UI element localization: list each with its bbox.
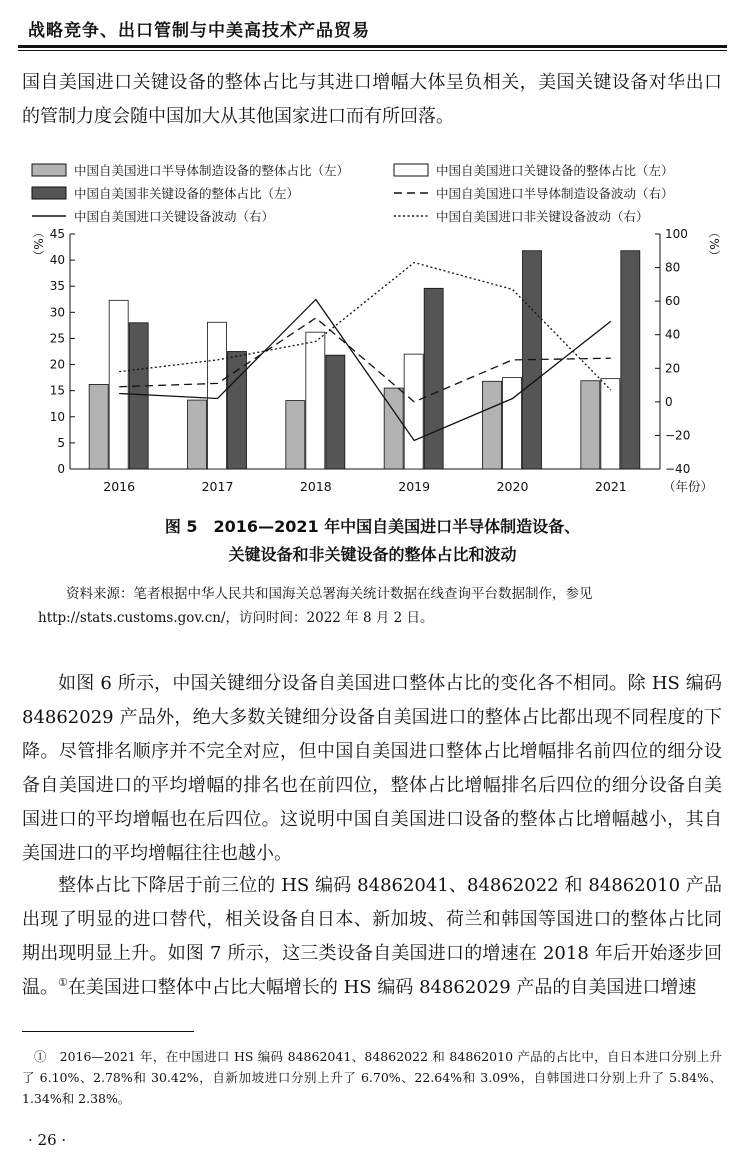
right-tick-label-3: 20 [665,361,681,376]
figure-title-line2: 关键设备和非关键设备的整体占比和波动 [228,545,517,564]
right-tick-label-6: 80 [665,260,681,275]
footnote-rule [22,1031,194,1032]
left-axis-unit: （%） [31,226,45,262]
left-tick-label-4: 20 [49,357,65,372]
legend-label-1: 中国自美国进口关键设备的整体占比（左） [436,163,674,178]
right-tick-label-1: −20 [665,428,691,443]
left-tick-label-9: 45 [49,227,65,241]
left-tick-label-2: 10 [49,409,65,424]
footnote: ① 2016—2021 年，在中国进口 HS 编码 84862041、84862022 和 84862010 产品的占比中，自日本进口分别上升了 6.10%、2.78%和 30.42%，自新加坡进口分别上升了 6.70%、22.64%和 3.09%，自韩国进口分别上升了 5.84%、1.34%和 2.38%。 [22,1049,722,1106]
x-tick-label-2016: 2016 [103,479,136,494]
x-tick-label-2017: 2017 [201,479,234,494]
figure-source-text: 资料来源：笔者根据中华人民共和国海关总署海关统计数据在线查询平台数据制作，参见 [66,586,593,602]
legend-swatch-bar-2 [32,187,66,199]
right-tick-label-2: 0 [665,394,673,409]
legend-label-4: 中国自美国进口关键设备波动（右） [74,209,275,224]
bar-s1-2019 [404,354,423,469]
right-tick-label-4: 40 [665,327,681,342]
bar-s0-2020 [483,381,502,469]
bar-s1-2017 [208,322,227,469]
legend-label-3: 中国自美国进口半导体制造设备波动（右） [436,186,674,201]
x-tick-label-2021: 2021 [594,479,627,494]
right-tick-label-0: −40 [665,462,691,476]
intro-paragraph: 国自美国进口关键设备的整体占比与其进口增幅大体呈负相关，美国关键设备对华出口的管制力度会随中国加大从其他国家进口而有所回落。 [22,72,722,127]
figure-source [38,582,718,630]
header-rule-thin [18,50,727,51]
bar-s0-2019 [384,388,403,469]
legend-label-0: 中国自美国进口半导体制造设备的整体占比（左） [74,163,350,178]
legend-swatch-bar-1 [394,164,428,176]
right-axis-unit: （%） [707,226,721,262]
x-tick-label-2018: 2018 [299,479,332,494]
bar-s2-2017 [228,352,247,470]
right-tick-label-5: 60 [665,294,681,309]
bar-s1-2018 [306,332,325,469]
bar-s1-2021 [601,379,620,469]
figure-title-line1: 图 5 2016—2021 年中国自美国进口半导体制造设备、 [164,517,581,536]
bar-s0-2018 [286,401,305,469]
x-tick-label-2019: 2019 [398,479,431,494]
figure-5-chart [20,152,730,502]
right-tick-label-7: 100 [665,227,688,241]
bar-s0-2016 [89,384,108,469]
left-tick-label-6: 30 [49,305,65,320]
legend-label-5: 中国自美国进口非关键设备波动（右） [436,209,649,224]
body-paragraph-1: 如图 6 所示，中国关键细分设备自美国进口整体占比的变化各不相同。除 HS 编码 84862029 产品外，绝大多数关键细分设备自美国进口的整体占比都出现不同程度的下降。尽管排名顺序并不完全对应，但中国自美国进口整体占比增幅排名前四位的细分设备自美国进口的平均增幅的排名也在前四位，整体占比增幅排名后四位的细分设备自美国进口的平均增幅也在后四位。这说明中国自美国进口设备的整体占比增幅越小，其自美国进口的平均增幅往往也越小。 [22,673,722,864]
left-tick-label-1: 5 [57,435,65,450]
bar-s2-2018 [326,355,345,469]
paragraph2-part-b: 在美国进口整体中占比大幅增长的 HS 编码 84862029 产品的自美国进口增速 [67,977,697,998]
bar-s0-2017 [188,400,207,469]
x-axis-unit: （年份） [662,479,714,494]
bar-s0-2021 [581,381,600,469]
left-tick-label-0: 0 [57,462,65,476]
left-tick-label-3: 15 [49,383,65,398]
legend-label-2: 中国自美国非关键设备的整体占比（左） [74,186,300,201]
bar-s2-2016 [129,323,148,469]
bar-s2-2019 [424,288,443,469]
figure-source-url: http://stats.customs.gov.cn/，访问时间：2022 年 8 月 2 日。 [38,610,434,626]
left-tick-label-8: 40 [49,253,65,268]
paragraph2-part-a: 整体占比下降居于前三位的 HS 编码 84862041、84862022 和 84862010 产品出现了明显的进口替代，相关设备自日本、新加坡、荷兰和韩国等国进口的整体占比同期出现明显上升。如图 7 所示，这三类设备自美国进口的增速在 2018 年后开始逐步回温。 [22,875,722,998]
body-paragraph-2 [22,869,722,1005]
legend-swatch-bar-0 [32,164,66,176]
running-head: 战略竞争、出口管制与中美高技术产品贸易 [28,21,370,41]
left-tick-label-7: 35 [49,279,65,294]
x-tick-label-2020: 2020 [496,479,529,494]
page-number: · 26 · [28,1131,67,1149]
header-rule-thick [18,45,727,48]
bar-s1-2020 [503,378,522,469]
bar-s2-2021 [621,251,640,469]
chart-svg [20,152,730,502]
left-tick-label-5: 25 [49,331,65,346]
bar-s1-2016 [109,300,128,469]
footnote-marker[interactable]: ① [58,976,68,989]
